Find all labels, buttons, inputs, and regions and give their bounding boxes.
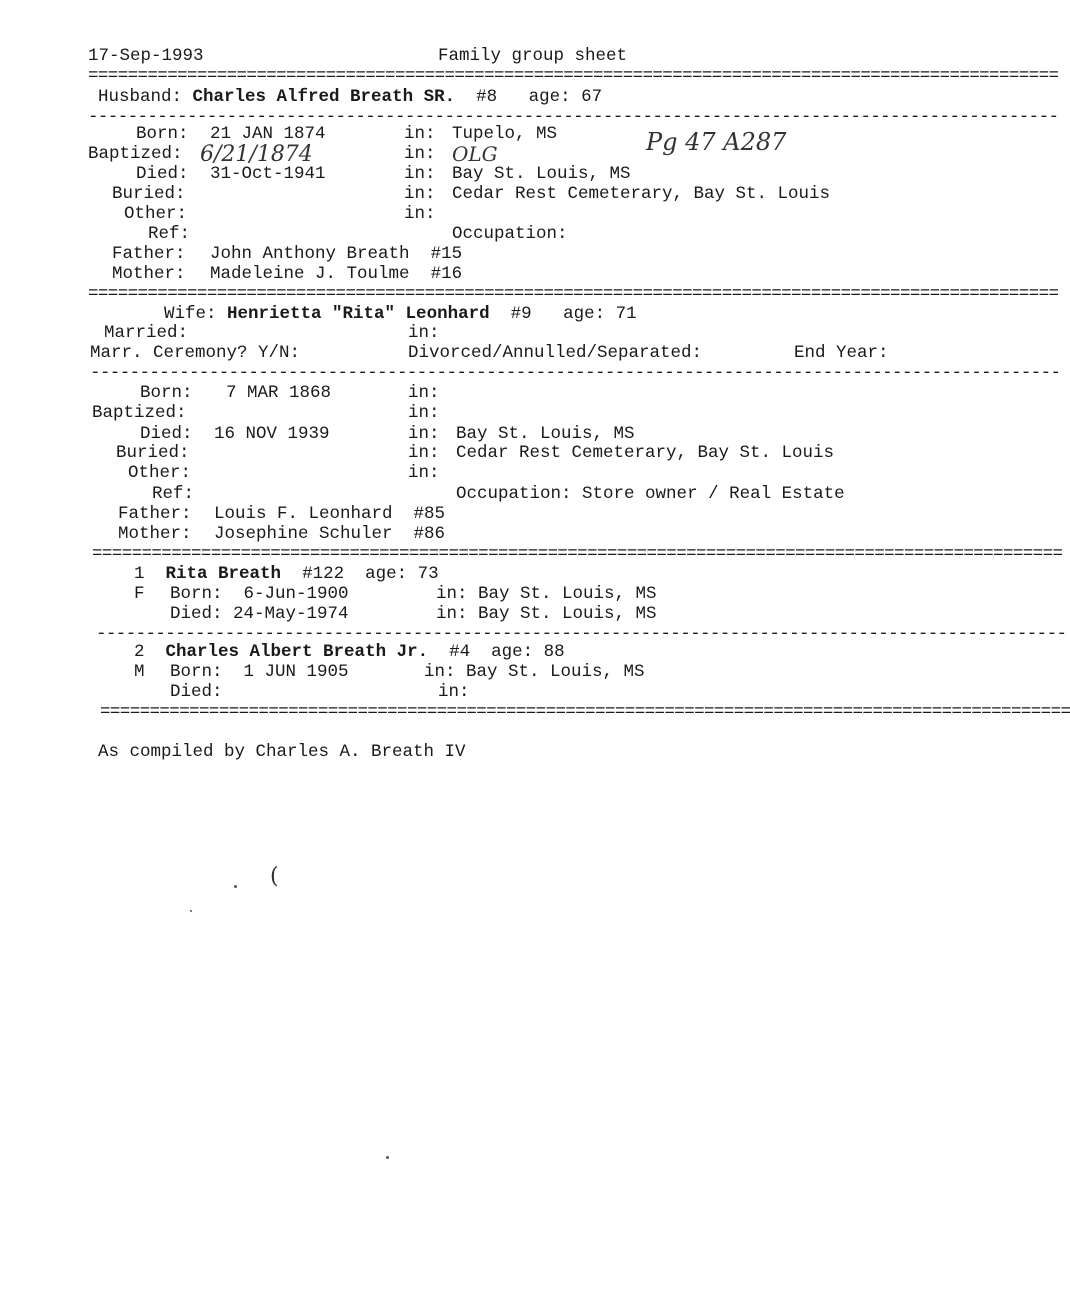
sheet-title: Family group sheet bbox=[438, 46, 628, 66]
handwritten-annotation: Pg 47 A287 bbox=[646, 128, 787, 156]
wife-died-place: Bay St. Louis, MS bbox=[456, 424, 635, 444]
in-label: in: bbox=[408, 323, 440, 343]
in-label: in: bbox=[408, 443, 440, 463]
wife-died-label: Died: bbox=[140, 424, 193, 444]
wife-born-label: Born: bbox=[140, 383, 193, 403]
double-rule: ================================================================================================== bbox=[88, 284, 1059, 304]
child-1-born-place: in: Bay St. Louis, MS bbox=[436, 584, 657, 604]
compiled-by: As compiled by Charles A. Breath IV bbox=[98, 742, 466, 762]
wife-bapt-label: Baptized: bbox=[92, 403, 187, 423]
child-1-born: Born: 6-Jun-1900 bbox=[170, 584, 349, 604]
dashed-rule: -------------------------------------------------------------------------------------------------- bbox=[96, 624, 1067, 644]
in-label: in: bbox=[408, 403, 440, 423]
wife-mother-label: Mother: bbox=[118, 524, 192, 544]
husband-occupation-label: Occupation: bbox=[452, 224, 568, 244]
child-1-died: Died: 24-May-1974 bbox=[170, 604, 349, 624]
in-label: in: bbox=[438, 682, 470, 702]
wife-married-label: Married: bbox=[104, 323, 189, 343]
wife-father-label: Father: bbox=[118, 504, 192, 524]
print-date: 17-Sep-1993 bbox=[88, 46, 204, 66]
child-2-sex: M bbox=[134, 662, 145, 682]
husband-ref-label: Ref: bbox=[148, 224, 191, 244]
in-label: in: bbox=[404, 204, 436, 224]
double-rule: ================================================================================================== bbox=[88, 66, 1059, 86]
wife-ref-label: Ref: bbox=[152, 484, 195, 504]
dashed-rule: -------------------------------------------------------------------------------------------------- bbox=[88, 107, 1059, 127]
dashed-rule: -------------------------------------------------------------------------------------------------- bbox=[90, 363, 1061, 383]
husband-other-label: Other: bbox=[124, 204, 188, 224]
wife-other-label: Other: bbox=[128, 463, 192, 483]
husband-line: Husband: Charles Alfred Breath SR. #8 age: 67 bbox=[98, 87, 603, 107]
husband-father-label: Father: bbox=[112, 244, 186, 264]
child-2-born-place: in: Bay St. Louis, MS bbox=[424, 662, 645, 682]
husband-bapt-handwritten: 6/21/1874 bbox=[200, 142, 313, 167]
divorced-label: Divorced/Annulled/Separated: bbox=[408, 343, 703, 363]
scan-mark: ( bbox=[270, 864, 279, 889]
husband-buried-label: Buried: bbox=[112, 184, 186, 204]
child-1-name: Rita Breath bbox=[165, 564, 282, 584]
double-rule: ================================================================================================== bbox=[100, 702, 1070, 722]
child-1-line: 1 Rita Breath #122 age: 73 bbox=[134, 564, 439, 584]
wife-mother: Josephine Schuler #86 bbox=[214, 524, 446, 544]
wife-born-date: 7 MAR 1868 bbox=[226, 383, 332, 403]
husband-name: Charles Alfred Breath SR. bbox=[192, 87, 456, 107]
husband-born-label: Born: bbox=[136, 124, 189, 144]
wife-buried-label: Buried: bbox=[116, 443, 190, 463]
wife-died-date: 16 NOV 1939 bbox=[214, 424, 330, 444]
husband-died-label: Died: bbox=[136, 164, 189, 184]
scan-speck bbox=[234, 885, 237, 888]
wife-occupation: Occupation: Store owner / Real Estate bbox=[456, 484, 845, 504]
child-1-died-place: in: Bay St. Louis, MS bbox=[436, 604, 657, 624]
child-2-died-label: Died: bbox=[170, 682, 223, 702]
husband-mother: Madeleine J. Toulme #16 bbox=[210, 264, 463, 284]
scan-speck bbox=[190, 910, 192, 912]
wife-name: Henrietta "Rita" Leonhard bbox=[227, 304, 490, 324]
wife-line: Wife: Henrietta "Rita" Leonhard #9 age: 71 bbox=[164, 304, 637, 324]
end-year-label: End Year: bbox=[794, 343, 889, 363]
in-label: in: bbox=[408, 383, 440, 403]
scan-speck bbox=[386, 1156, 389, 1159]
husband-died-date: 31-Oct-1941 bbox=[210, 164, 326, 184]
husband-bapt-label: Baptized: bbox=[88, 144, 183, 164]
in-label: in: bbox=[408, 463, 440, 483]
husband-father: John Anthony Breath #15 bbox=[210, 244, 463, 264]
husband-died-place: Bay St. Louis, MS bbox=[452, 164, 631, 184]
child-1-sex: F bbox=[134, 584, 145, 604]
husband-born-date: 21 JAN 1874 bbox=[210, 124, 326, 144]
wife-father: Louis F. Leonhard #85 bbox=[214, 504, 446, 524]
husband-bapt-place-handwritten: OLG bbox=[452, 142, 498, 166]
in-label: in: bbox=[404, 144, 436, 164]
in-label: in: bbox=[404, 124, 436, 144]
in-label: in: bbox=[404, 184, 436, 204]
wife-buried-place: Cedar Rest Cemeterary, Bay St. Louis bbox=[456, 443, 835, 463]
in-label: in: bbox=[408, 424, 440, 444]
husband-mother-label: Mother: bbox=[112, 264, 186, 284]
double-rule: ================================================================================================== bbox=[92, 544, 1063, 564]
child-2-name: Charles Albert Breath Jr. bbox=[165, 642, 429, 662]
ceremony-label: Marr. Ceremony? Y/N: bbox=[90, 343, 301, 363]
husband-born-place: Tupelo, MS bbox=[452, 124, 558, 144]
in-label: in: bbox=[404, 164, 436, 184]
child-2-line: 2 Charles Albert Breath Jr. #4 age: 88 bbox=[134, 642, 565, 662]
husband-buried-place: Cedar Rest Cemeterary, Bay St. Louis bbox=[452, 184, 831, 204]
child-2-born: Born: 1 JUN 1905 bbox=[170, 662, 349, 682]
